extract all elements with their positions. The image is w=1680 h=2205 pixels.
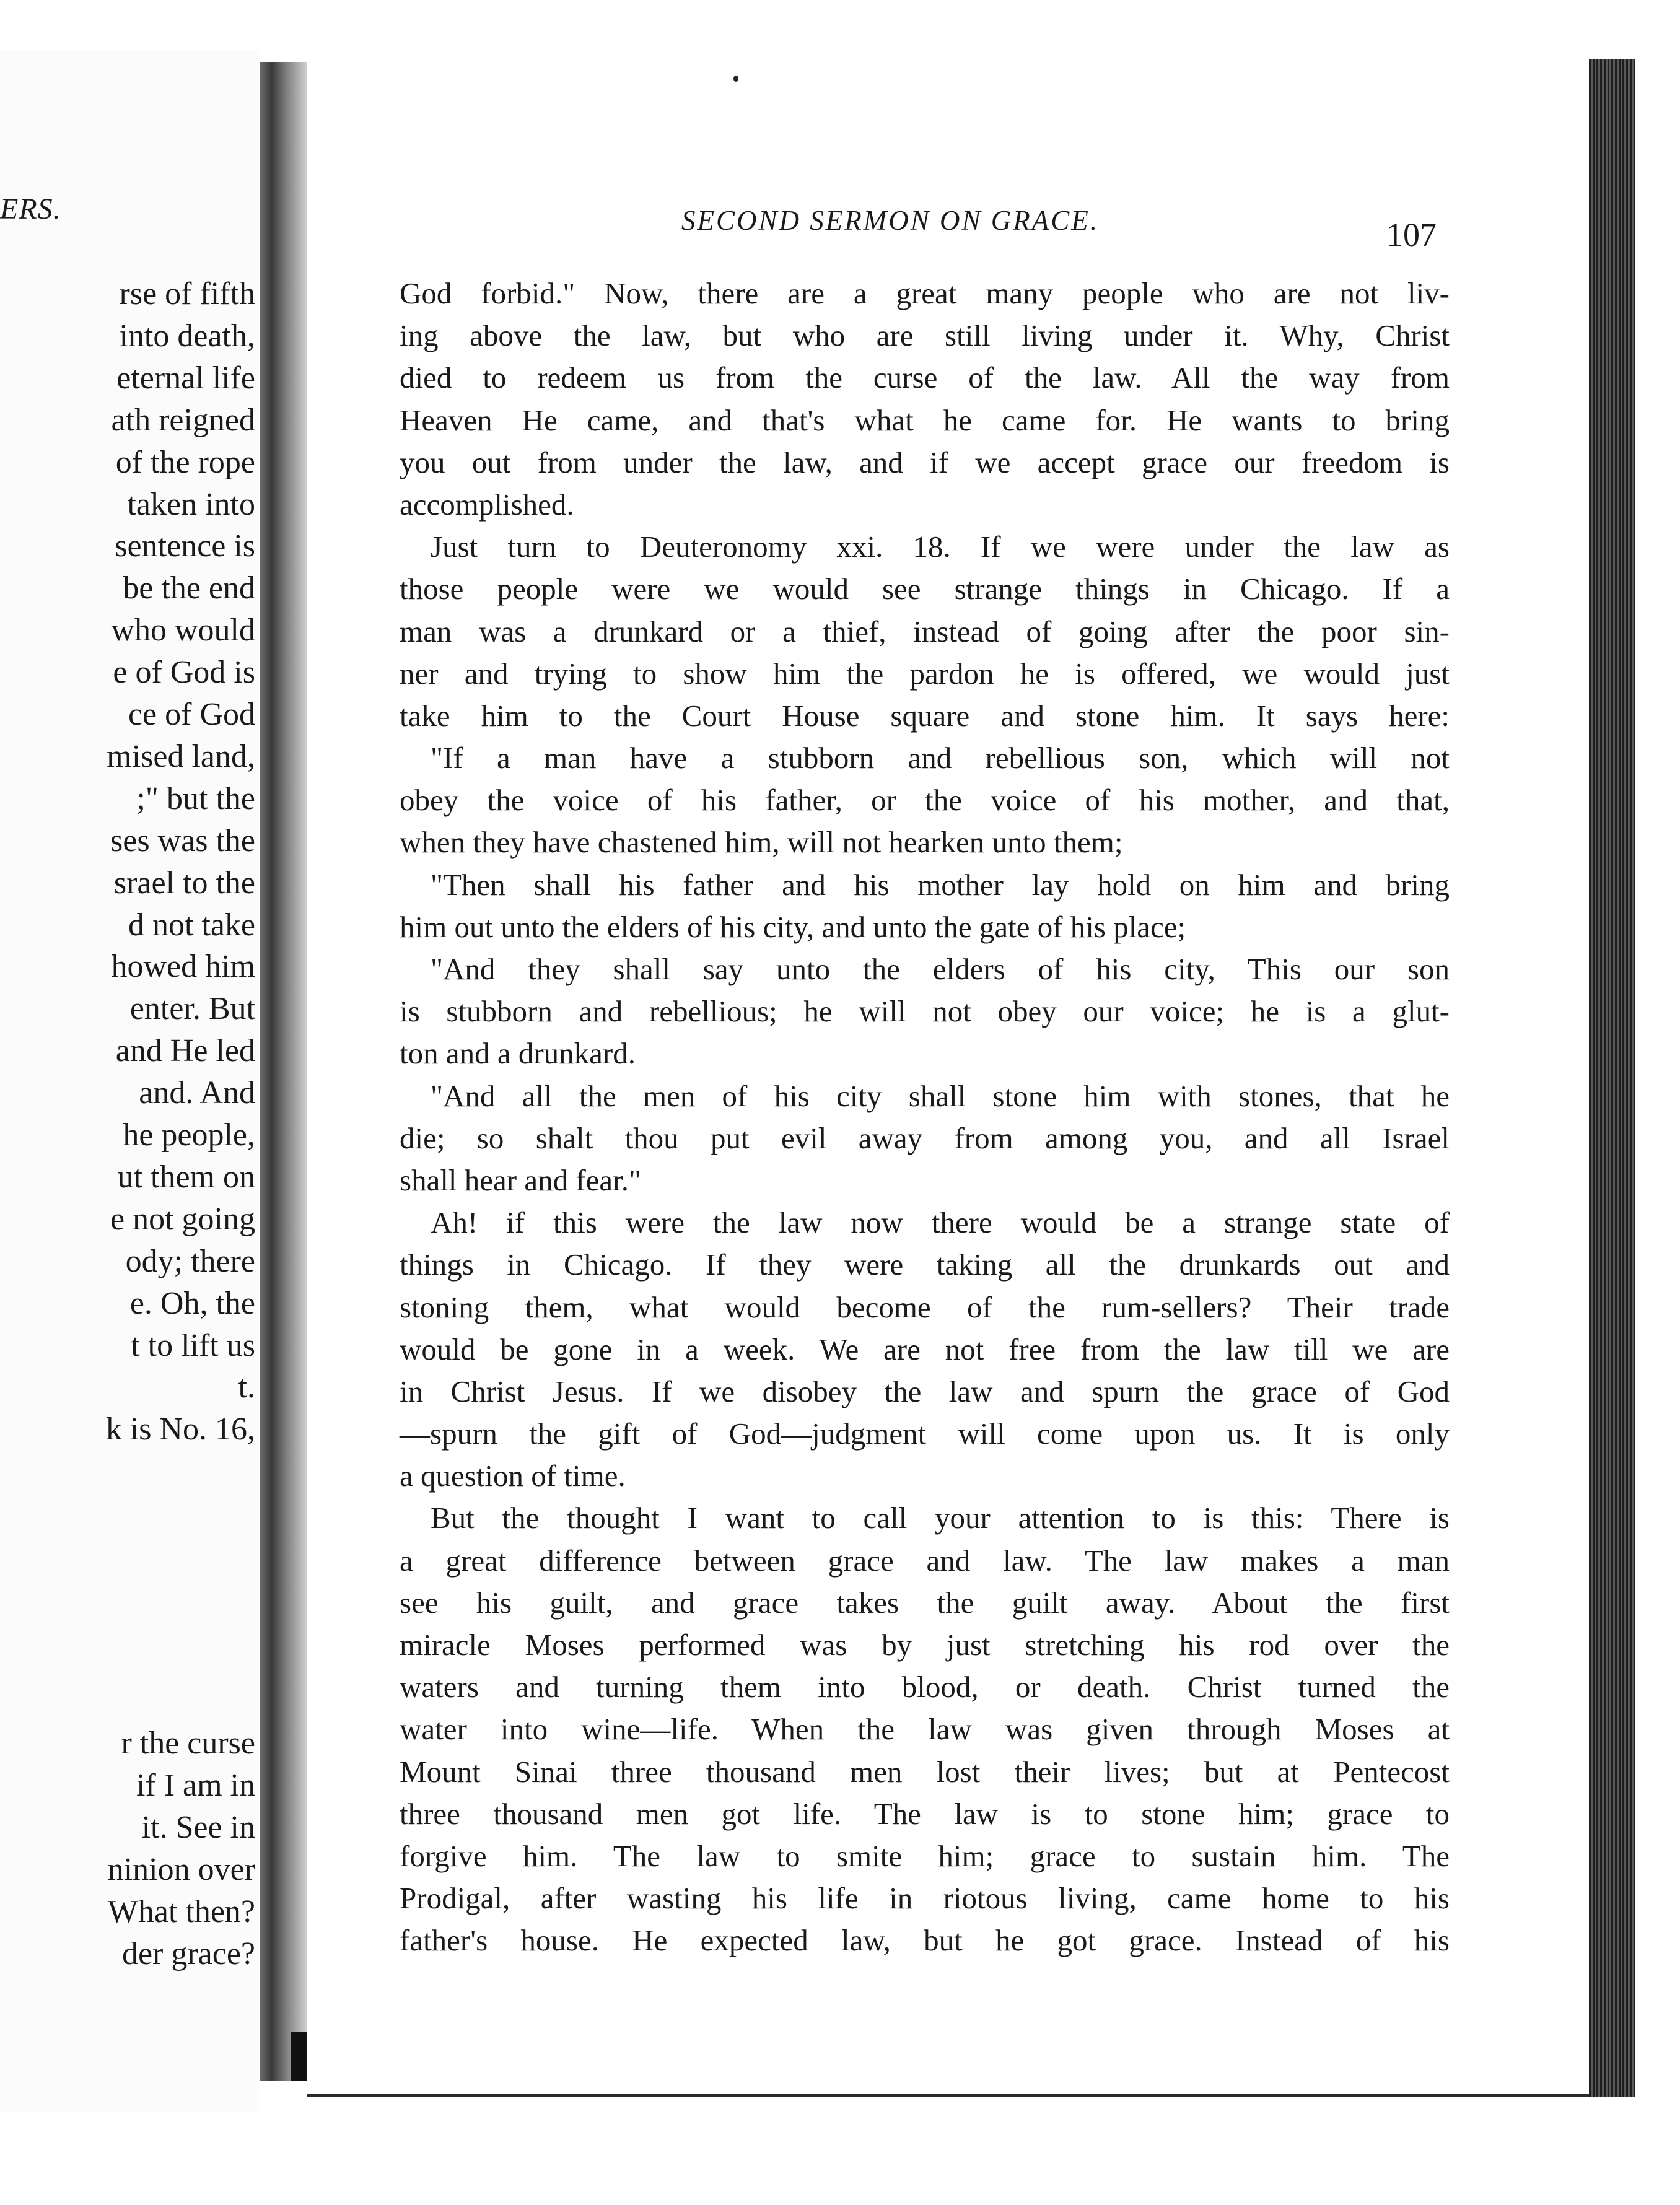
text-line: him out unto the elders of his city, and unto the gate of his place; [400,909,1186,944]
text-line: those people were we would see strange things in Chicago. If a [400,572,1450,606]
page-stack-edge [1589,59,1635,2097]
facing-page-line: ;" but the [136,780,255,816]
text-line: But the thought I want to call your attention to is this: There is [431,1501,1450,1535]
text-line: take him to the Court House square and stone him. It says here: [400,698,1450,733]
text-line: a great difference between grace and law. The law makes a man [400,1543,1450,1578]
text-line: a question of time. [400,1459,626,1493]
facing-page-line: it. See in [141,1810,255,1845]
facing-page-line: der grace? [121,1936,255,1971]
book-gutter [260,62,307,2081]
facing-page-line: ut them on [117,1159,255,1195]
facing-page-line: What then? [107,1894,255,1929]
page-number: 107 [1386,216,1437,253]
facing-page-line: and. And [139,1075,255,1111]
text-line: would be gone in a week. We are not free from the law till we are [400,1332,1450,1366]
text-line: water into wine—life. When the law was given through Moses at [400,1712,1450,1747]
facing-page-line: taken into [127,486,255,522]
text-line: see his guilt, and grace takes the guilt away. About the first [400,1585,1450,1620]
facing-page-line: he people, [123,1117,255,1153]
text-line: three thousand men got life. The law is to stone him; grace to [400,1796,1450,1831]
facing-page-line: ce of God [128,697,255,732]
text-line: —spurn the gift of God—judgment will come upon us. It is only [400,1417,1450,1451]
text-line: "And all the men of his city shall stone him with stones, that he [431,1078,1450,1113]
facing-page-line: into death, [119,318,255,354]
text-line: Just turn to Deuteronomy xxi. 18. If we were under the law as [431,530,1450,564]
facing-page-line: enter. But [129,991,255,1027]
facing-page-line: srael to the [113,865,255,901]
text-line: Heaven He came, and that's what he came for. He wants to bring [400,403,1450,437]
facing-page-line: ses was the [110,823,255,858]
text-line: forgive him. The law to smite him; grace to sustain him. The [400,1838,1450,1873]
facing-page-line: ninion over [107,1852,255,1887]
facing-page-line: rse of fifth [119,276,255,312]
facing-page-line: r the curse [121,1726,255,1761]
facing-page-line: eternal life [116,360,255,396]
facing-page-line: d not take [128,907,255,943]
facing-page-line: of the rope [115,444,255,480]
facing-page-line: if I am in [136,1768,255,1803]
text-line: waters and turning them into blood, or death. Christ turned the [400,1670,1450,1705]
facing-page-line: ody; there [125,1243,255,1279]
text-line: man was a drunkard or a thief, instead of going after the poor sin- [400,614,1450,648]
text-line: things in Chicago. If they were taking all the drunkards out and [400,1247,1450,1282]
text-line: "Then shall his father and his mother lay hold on him and bring [431,867,1450,902]
text-line: Mount Sinai three thousand men lost their lives; but at Pentecost [400,1754,1450,1789]
facing-page-fragment [0,50,260,2112]
text-line: die; so shalt thou put evil away from among you, and all Israel [400,1120,1450,1155]
facing-page-line: e not going [110,1201,255,1237]
facing-page-header: ERS. [0,193,61,225]
text-line: Ah! if this were the law now there would be a strange state of [431,1205,1450,1240]
text-line: obey the voice of his father, or the voice of his mother, and that, [400,783,1450,818]
running-head: SECOND SERMON ON GRACE. [681,205,1099,236]
text-line: "And they shall say unto the elders of his city, This our son [431,952,1450,986]
facing-page-line: be the end [123,570,255,606]
text-line: stoning them, what would become of the rum-sellers? Their trade [400,1290,1450,1324]
text-line: ton and a drunkard. [400,1036,636,1071]
text-line: accomplished. [400,487,574,522]
text-line: father's house. He expected law, but he got grace. Instead of his [400,1923,1450,1958]
facing-page-line: mised land, [107,738,255,774]
text-line: in Christ Jesus. If we disobey the law and spurn the grace of God [400,1374,1450,1408]
text-line: ner and trying to show him the pardon he is offered, we would just [400,656,1450,691]
facing-page-line: and He led [115,1033,255,1069]
facing-page-line: t. [238,1369,255,1405]
facing-page-line: who would [111,613,255,648]
text-line: Prodigal, after wasting his life in riotous living, came home to his [400,1881,1450,1916]
text-line: God forbid." Now, there are a great many people who are not liv- [400,276,1450,310]
text-line: you out from under the law, and if we accept grace our freedom is [400,445,1450,479]
facing-page-line: e. Oh, the [129,1285,255,1321]
text-line: miracle Moses performed was by just stretching his rod over the [400,1628,1450,1662]
facing-page-line: howed him [111,949,255,985]
body-text [400,273,1450,1962]
print-speck [733,76,738,82]
facing-page-line: t to lift us [131,1327,255,1363]
facing-page-line: ath reigned [111,402,255,438]
text-line: ing above the law, but who are still living under it. Why, Christ [400,318,1450,353]
text-line: shall hear and fear." [400,1163,642,1197]
facing-page-line: sentence is [115,528,255,564]
facing-page-line: k is No. 16, [105,1412,255,1447]
text-line: when they have chastened him, will not hearken unto them; [400,825,1123,860]
text-line: "If a man have a stubborn and rebellious son, which will not [431,741,1450,775]
text-line: is stubborn and rebellious; he will not obey our voice; he is a glut- [400,994,1450,1029]
text-line: died to redeem us from the curse of the law. All the way from [400,360,1450,395]
facing-page-line: e of God is [113,655,255,691]
